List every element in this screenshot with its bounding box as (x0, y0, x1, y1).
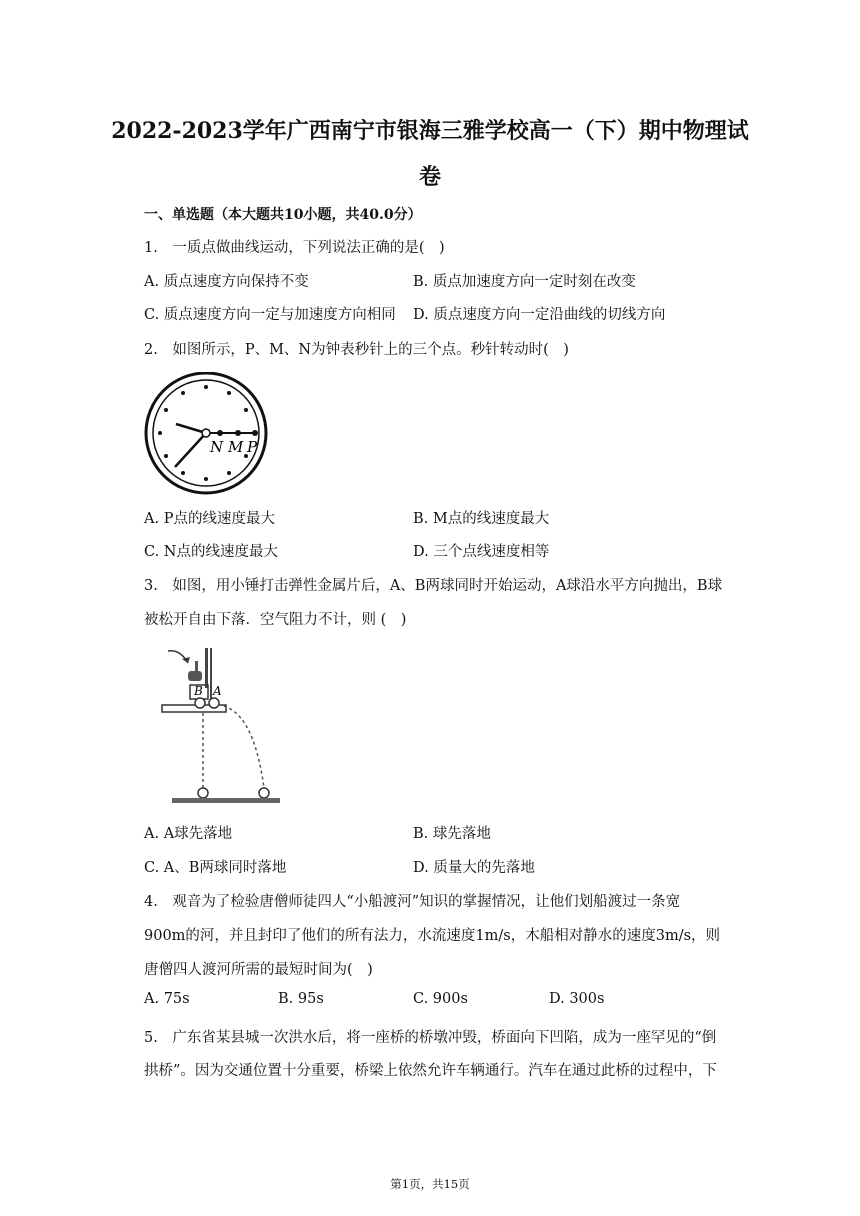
projectile-apparatus-figure (158, 643, 288, 808)
q1-option-a: A. 质点速度方向保持不变 (144, 274, 309, 290)
q1-option-c: C. 质点速度方向一定与加速度方向相同 (144, 307, 396, 323)
clock-label-p: P (247, 438, 258, 456)
q2-option-d: D. 三个点线速度相等 (413, 544, 550, 560)
clock-label-n: N (210, 438, 224, 456)
figure-label-b: B (194, 684, 203, 698)
exam-title-line2: 卷 (418, 164, 441, 190)
q4-option-a: A. 75s (144, 991, 190, 1007)
section-heading: 一、单选题（本大题共10小题，共40.0分） (144, 207, 422, 223)
clock-figure (140, 372, 280, 502)
q2-option-b: B. M点的线速度最大 (413, 511, 550, 527)
page-footer: 第1页，共15页 (390, 1177, 470, 1191)
q3-option-b: B. 球先落地 (413, 826, 491, 842)
q2-option-c: C. N点的线速度最大 (144, 544, 278, 560)
q3-option-c: C. A、B两球同时落地 (144, 860, 287, 876)
q1-option-d: D. 质点速度方向一定沿曲线的切线方向 (413, 307, 666, 323)
q1-stem: 1. 一质点做曲线运动，下列说法正确的是( ) (144, 240, 445, 256)
q3-option-d: D. 质量大的先落地 (413, 860, 535, 876)
exam-title-line1: 2022-2023学年广西南宁市银海三雅学校高一（下）期中物理试 (111, 118, 749, 144)
q2-stem: 2. 如图所示，P、M、N为钟表秒针上的三个点。秒针转动时( ) (144, 342, 569, 358)
q4-option-c: C. 900s (413, 991, 468, 1007)
q4-option-b: B. 95s (278, 991, 324, 1007)
figure-label-a: A (213, 684, 222, 698)
q4-stem-line1: 4. 观音为了检验唐僧师徒四人“小船渡河”知识的掌握情况，让他们划船渡过一条宽 (144, 894, 681, 910)
q3-stem-line2: 被松开自由下落．空气阻力不计，则 ( ) (144, 612, 407, 628)
q3-stem-line1: 3. 如图，用小锤打击弹性金属片后，A、B两球同时开始运动，A球沿水平方向抛出，B球 (144, 578, 723, 594)
q4-option-d: D. 300s (549, 991, 605, 1007)
q5-stem-line1: 5. 广东省某县城一次洪水后，将一座桥的桥墩冲毁，桥面向下凹陷，成为一座罕见的“倒 (144, 1030, 717, 1046)
q3-option-a: A. A球先落地 (144, 826, 233, 842)
q5-stem-line2: 拱桥”。因为交通位置十分重要，桥梁上依然允许车辆通行。汽车在通过此桥的过程中，下 (144, 1063, 717, 1079)
q2-option-a: A. P点的线速度最大 (144, 511, 275, 527)
q4-stem-line3: 唐僧四人渡河所需的最短时间为( ) (144, 962, 373, 978)
clock-label-m: M (228, 438, 244, 456)
q1-option-b: B. 质点加速度方向一定时刻在改变 (413, 274, 636, 290)
q4-stem-line2: 900m的河，并且封印了他们的所有法力，水流速度1m/s，木船相对静水的速度3m/s，则 (144, 928, 721, 944)
